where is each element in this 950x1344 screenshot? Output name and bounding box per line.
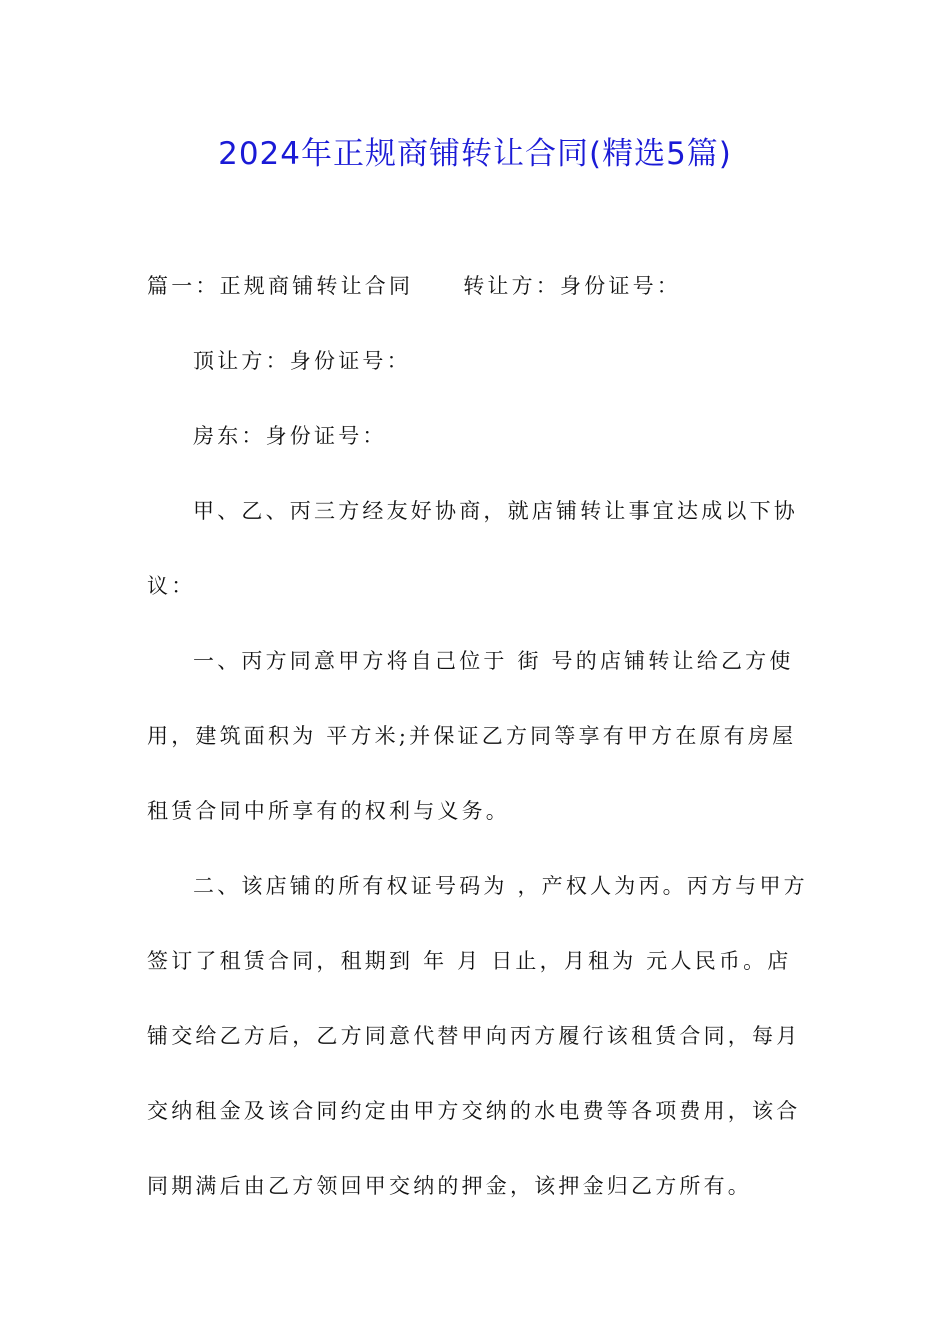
- paragraph-line: 一、丙方同意甲方将自己位于 街 号的店铺转让给乙方使: [193, 649, 794, 673]
- paragraph-line: 房东：身份证号：: [193, 424, 387, 448]
- paragraph-line: 甲、乙、丙三方经友好协商，就店铺转让事宜达成以下协: [193, 499, 798, 523]
- paragraph-line: 租赁合同中所享有的权利与义务。: [147, 799, 510, 823]
- paragraph-line: 议：: [147, 574, 196, 598]
- document-title: 2024年正规商铺转让合同(精选5篇): [218, 136, 732, 172]
- paragraph-line: 用，建筑面积为 平方米;并保证乙方同等享有甲方在原有房屋: [147, 724, 797, 748]
- document-body: [147, 262, 807, 1237]
- paragraph-line: 铺交给乙方后，乙方同意代替甲向丙方履行该租赁合同，每月: [147, 1024, 801, 1048]
- paragraph-line: 同期满后由乙方领回甲交纳的押金，该押金归乙方所有。: [147, 1174, 752, 1198]
- section-heading-line: [147, 262, 807, 311]
- paragraph-line: 顶让方：身份证号：: [193, 349, 411, 373]
- transferor-id-label: 转让方：身份证号：: [463, 274, 682, 298]
- paragraph-line: 交纳租金及该合同约定由甲方交纳的水电费等各项费用，该合: [147, 1099, 801, 1123]
- paragraph-line: 签订了租赁合同，租期到 年 月 日止，月租为 元人民币。店: [147, 949, 792, 973]
- paragraph-line: 二、该店铺的所有权证号码为 ，产权人为丙。丙方与甲方: [193, 874, 808, 898]
- section-heading: 篇一：正规商铺转让合同: [147, 274, 414, 298]
